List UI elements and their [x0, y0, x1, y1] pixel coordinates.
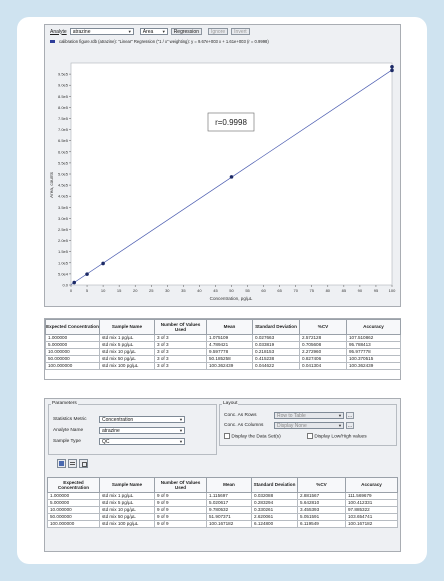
- data-point[interactable]: [390, 69, 394, 73]
- table-cell: 95.788413: [347, 342, 401, 349]
- x-tick-label: 80: [325, 288, 331, 293]
- chevron-down-icon: ▼: [179, 417, 183, 422]
- x-tick-label: 15: [116, 288, 122, 293]
- y-tick-label: 0.0: [62, 282, 68, 288]
- conc-rows-browse-button[interactable]: …: [347, 412, 353, 419]
- statistics-metric-dropdown[interactable]: [99, 416, 185, 423]
- table-cell: 0.330261: [252, 507, 298, 514]
- table-cell: 9.780532: [207, 507, 252, 514]
- y-tick-label: 5.0e4: [57, 271, 68, 277]
- column-header[interactable]: Number Of Values Used: [155, 478, 207, 493]
- layout-group-label: Layout: [223, 401, 238, 406]
- table-cell: std mix 1 pg/µL: [100, 335, 155, 342]
- table-cell: 3 of 3: [155, 342, 207, 349]
- x-tick-label: 75: [309, 288, 314, 293]
- y-tick-label: 1.5e5: [57, 249, 68, 255]
- table-cell: 3 of 3: [155, 363, 207, 370]
- export-icon[interactable]: [79, 459, 88, 468]
- ignore-button[interactable]: Ignore: [208, 28, 228, 35]
- display-data-set-checkbox-row[interactable]: [224, 433, 281, 439]
- table-cell: 5.000000: [46, 342, 100, 349]
- statistics-metric-value: Concentration: [102, 416, 134, 423]
- x-tick-label: 95: [373, 288, 379, 293]
- conc-rows-label: Conc. As Rows: [224, 413, 257, 418]
- table-cell: 5.020617: [207, 500, 252, 507]
- x-tick-label: 35: [181, 288, 186, 293]
- statistics-metric-label: Statistics Metric: [53, 417, 87, 422]
- display-data-set-label: Display the Data Set(s): [231, 434, 281, 440]
- table-row[interactable]: [48, 507, 398, 514]
- analyte-name-dropdown[interactable]: [99, 427, 185, 434]
- y-tick-label: 8.0e5: [57, 104, 68, 110]
- column-header[interactable]: Mean: [207, 320, 253, 335]
- column-header[interactable]: Sample Name: [100, 320, 155, 335]
- y-tick-label: 1.0e5: [57, 260, 68, 266]
- table-cell: 2.620061: [252, 514, 298, 521]
- table-cell: std mix 50 pg/µL: [100, 514, 155, 521]
- table-row[interactable]: [46, 349, 401, 356]
- y-tick-label: 5.0e5: [57, 171, 68, 177]
- y-tick-label: 3.5e5: [57, 204, 68, 210]
- data-point[interactable]: [230, 175, 234, 179]
- table-cell: 3 of 3: [155, 335, 207, 342]
- calibration-plot: [45, 25, 400, 306]
- table-cell: 100.370515: [347, 356, 401, 363]
- table-cell: 0.415238: [253, 356, 300, 363]
- analyte-dropdown-value: atrazine: [72, 28, 91, 35]
- table-cell: 111.569679: [346, 493, 398, 500]
- x-tick-label: 60: [261, 288, 266, 293]
- column-header[interactable]: %CV: [300, 320, 347, 335]
- table-cell: 95.977778: [347, 349, 401, 356]
- analyte-label: Analyte: [50, 28, 67, 35]
- conc-columns-browse-button[interactable]: …: [347, 422, 353, 429]
- table-cell: 0.044622: [253, 363, 300, 370]
- table-cell: 0.033819: [253, 342, 300, 349]
- y-tick-label: 2.5e5: [57, 227, 68, 232]
- table-cell: 10.000000: [48, 507, 100, 514]
- chevron-down-icon: ▼: [338, 413, 342, 418]
- y-tick-label: 8.5e5: [57, 93, 68, 99]
- table-cell: 5.642810: [298, 500, 346, 507]
- table-cell: 9 of 9: [155, 521, 207, 528]
- y-axis-label: Area, counts: [49, 172, 54, 198]
- x-tick-label: 30: [165, 288, 170, 293]
- x-tick-label: 65: [277, 288, 282, 293]
- chart-view-icon[interactable]: [57, 459, 66, 468]
- table-cell: 6.119549: [298, 521, 346, 528]
- table-cell: 3 of 3: [155, 349, 207, 356]
- calibration-window: [44, 24, 401, 307]
- table-cell: 5.000000: [48, 500, 100, 507]
- table-cell: 1.075109: [207, 335, 253, 342]
- column-header[interactable]: Standard Deviation: [252, 478, 298, 493]
- conc-rows-dropdown[interactable]: [274, 412, 344, 419]
- table-cell: 0.032088: [252, 493, 298, 500]
- table-cell: 103.654741: [346, 514, 398, 521]
- table-cell: 100.167182: [207, 521, 252, 528]
- table-cell: 1.000000: [48, 493, 100, 500]
- table-cell: 0.027663: [253, 335, 300, 342]
- table-row[interactable]: [46, 342, 401, 349]
- y-tick-label: 6.5e5: [57, 138, 68, 144]
- table-cell: std mix 5 pg/µL: [100, 500, 155, 507]
- column-header[interactable]: Accuracy: [347, 320, 401, 335]
- display-low-high-checkbox[interactable]: [307, 433, 313, 439]
- table-cell: std mix 10 pg/µL: [100, 349, 155, 356]
- column-header[interactable]: Expected Concentration: [48, 478, 100, 493]
- conc-columns-label: Conc. As Columns: [224, 423, 264, 428]
- table-cell: 2.881567: [298, 493, 346, 500]
- chevron-down-icon: ▼: [161, 29, 166, 34]
- column-header[interactable]: Expected Concentration: [46, 320, 100, 335]
- x-tick-label: 40: [197, 288, 202, 293]
- table-cell: 51.907371: [207, 514, 252, 521]
- table-cell: 2.572128: [300, 335, 347, 342]
- statistics-table: [45, 319, 401, 370]
- table-cell: std mix 50 pg/µL: [100, 356, 155, 363]
- x-tick-label: 90: [357, 288, 363, 293]
- x-tick-label: 5: [85, 288, 89, 293]
- chevron-down-icon: ▼: [179, 439, 183, 444]
- column-header[interactable]: Mean: [207, 478, 252, 493]
- table-cell: 9 of 9: [155, 493, 207, 500]
- table-cell: 50.000000: [48, 514, 100, 521]
- table-cell: 3.455393: [298, 507, 346, 514]
- table-cell: 2.272960: [300, 349, 347, 356]
- y-tick-label: 7.5e5: [57, 116, 68, 121]
- table-cell: 100.000000: [48, 521, 100, 528]
- statistics-settings-window: [44, 398, 401, 552]
- regression-button[interactable]: Regression: [171, 28, 202, 35]
- display-low-high-checkbox-row[interactable]: [307, 433, 367, 439]
- analyte-name-label: Analyte Name: [53, 428, 84, 433]
- table-cell: 10.000000: [46, 349, 100, 356]
- y-tick-label: 7.0e5: [57, 127, 68, 133]
- x-tick-label: 0: [69, 288, 73, 293]
- column-header[interactable]: Number Of Values Used: [155, 320, 207, 335]
- table-cell: 0.041304: [300, 363, 347, 370]
- table-row[interactable]: [48, 500, 398, 507]
- table-cell: std mix 1 pg/µL: [100, 493, 155, 500]
- x-tick-label: 20: [132, 288, 138, 293]
- conc-columns-dropdown[interactable]: [274, 422, 344, 429]
- y-tick-label: 4.5e5: [57, 182, 68, 188]
- table-cell: 0.705608: [300, 342, 347, 349]
- data-point[interactable]: [72, 281, 76, 285]
- table-cell: 107.510862: [347, 335, 401, 342]
- chevron-down-icon: ▼: [338, 423, 342, 428]
- statistics-table-window: [44, 318, 401, 380]
- table-cell: 50.000000: [46, 356, 100, 363]
- x-tick-label: 85: [341, 288, 347, 293]
- y-tick-label: 5.5e5: [57, 160, 68, 166]
- x-tick-label: 70: [293, 288, 298, 293]
- table-cell: 9 of 9: [155, 500, 207, 507]
- table-cell: 4.789421: [207, 342, 253, 349]
- x-tick-label: 50: [229, 288, 234, 293]
- data-point[interactable]: [390, 65, 394, 69]
- statistics-results-table: [47, 477, 398, 528]
- r-value-annotation: r=0.9998: [215, 118, 247, 127]
- table-cell: 0.218153: [253, 349, 300, 356]
- plot-area: [71, 63, 392, 285]
- x-tick-label: 100: [388, 288, 396, 293]
- table-cell: 100.362439: [347, 363, 401, 370]
- column-header[interactable]: Accuracy: [346, 478, 398, 493]
- table-cell: 0.827406: [300, 356, 347, 363]
- table-cell: 5.051591: [298, 514, 346, 521]
- sample-type-dropdown[interactable]: [99, 438, 185, 445]
- parameters-group-label: Parameters: [52, 401, 77, 406]
- data-point[interactable]: [85, 272, 89, 276]
- conc-rows-value: Row to Table: [277, 412, 306, 419]
- table-row[interactable]: [48, 521, 398, 528]
- table-row[interactable]: [46, 335, 401, 342]
- sample-type-label: Sample Type: [53, 439, 81, 444]
- table-cell: 9 of 9: [155, 514, 207, 521]
- table-row[interactable]: [48, 514, 398, 521]
- x-axis-label: Concentration, pg/µL: [209, 296, 253, 301]
- column-header[interactable]: %CV: [298, 478, 346, 493]
- table-cell: 6.124800: [252, 521, 298, 528]
- analyte-name-value: atrazine: [102, 427, 120, 434]
- table-cell: std mix 100 pg/µL: [100, 521, 155, 528]
- table-cell: std mix 100 pg/µL: [100, 363, 155, 370]
- sample-type-value: QC: [102, 438, 110, 445]
- chevron-down-icon: ▼: [127, 29, 132, 34]
- table-cell: 100.362439: [207, 363, 253, 370]
- y-tick-label: 2.0e5: [57, 238, 68, 244]
- fit-dropdown-value: Area: [142, 28, 154, 35]
- table-cell: 50.185258: [207, 356, 253, 363]
- y-tick-label: 6.0e5: [57, 149, 68, 155]
- conc-columns-value: Display None: [277, 422, 307, 429]
- table-row[interactable]: [48, 493, 398, 500]
- table-cell: 3 of 3: [155, 356, 207, 363]
- chevron-down-icon: ▼: [179, 428, 183, 433]
- column-header[interactable]: Sample Name: [100, 478, 155, 493]
- table-cell: 0.283294: [252, 500, 298, 507]
- y-tick-label: 4.0e5: [57, 193, 68, 199]
- table-cell: 100.167182: [346, 521, 398, 528]
- x-tick-label: 55: [245, 288, 250, 293]
- x-tick-label: 25: [149, 288, 154, 293]
- x-tick-label: 45: [213, 288, 218, 293]
- table-cell: std mix 5 pg/µL: [100, 342, 155, 349]
- table-row[interactable]: [46, 363, 401, 370]
- column-header[interactable]: Standard Deviation: [253, 320, 300, 335]
- table-cell: 1.000000: [46, 335, 100, 342]
- table-row[interactable]: [46, 356, 401, 363]
- y-tick-label: 3.0e5: [57, 215, 68, 221]
- regression-equation: calibration figure.rdb (atrazine): "Linear" Regression ("1 / x" weighting): y = 9.67e+003 x + 1.61e+003 (r = 0.9998): [59, 39, 269, 44]
- table-cell: 97.885322: [346, 507, 398, 514]
- display-low-high-label: Display Low/High values: [314, 434, 367, 440]
- table-cell: 9 of 9: [155, 507, 207, 514]
- table-cell: 100.000000: [46, 363, 100, 370]
- y-tick-label: 9.5e5: [57, 71, 68, 77]
- x-tick-label: 10: [100, 288, 106, 293]
- data-point[interactable]: [101, 262, 105, 266]
- table-cell: 1.115697: [207, 493, 252, 500]
- table-cell: 100.412331: [346, 500, 398, 507]
- display-data-set-checkbox[interactable]: [224, 433, 230, 439]
- table-view-icon[interactable]: [68, 459, 77, 468]
- invert-button[interactable]: Invert: [231, 28, 250, 35]
- table-cell: 9.597778: [207, 349, 253, 356]
- table-cell: std mix 10 pg/µL: [100, 507, 155, 514]
- y-tick-label: 9.0e5: [57, 82, 68, 88]
